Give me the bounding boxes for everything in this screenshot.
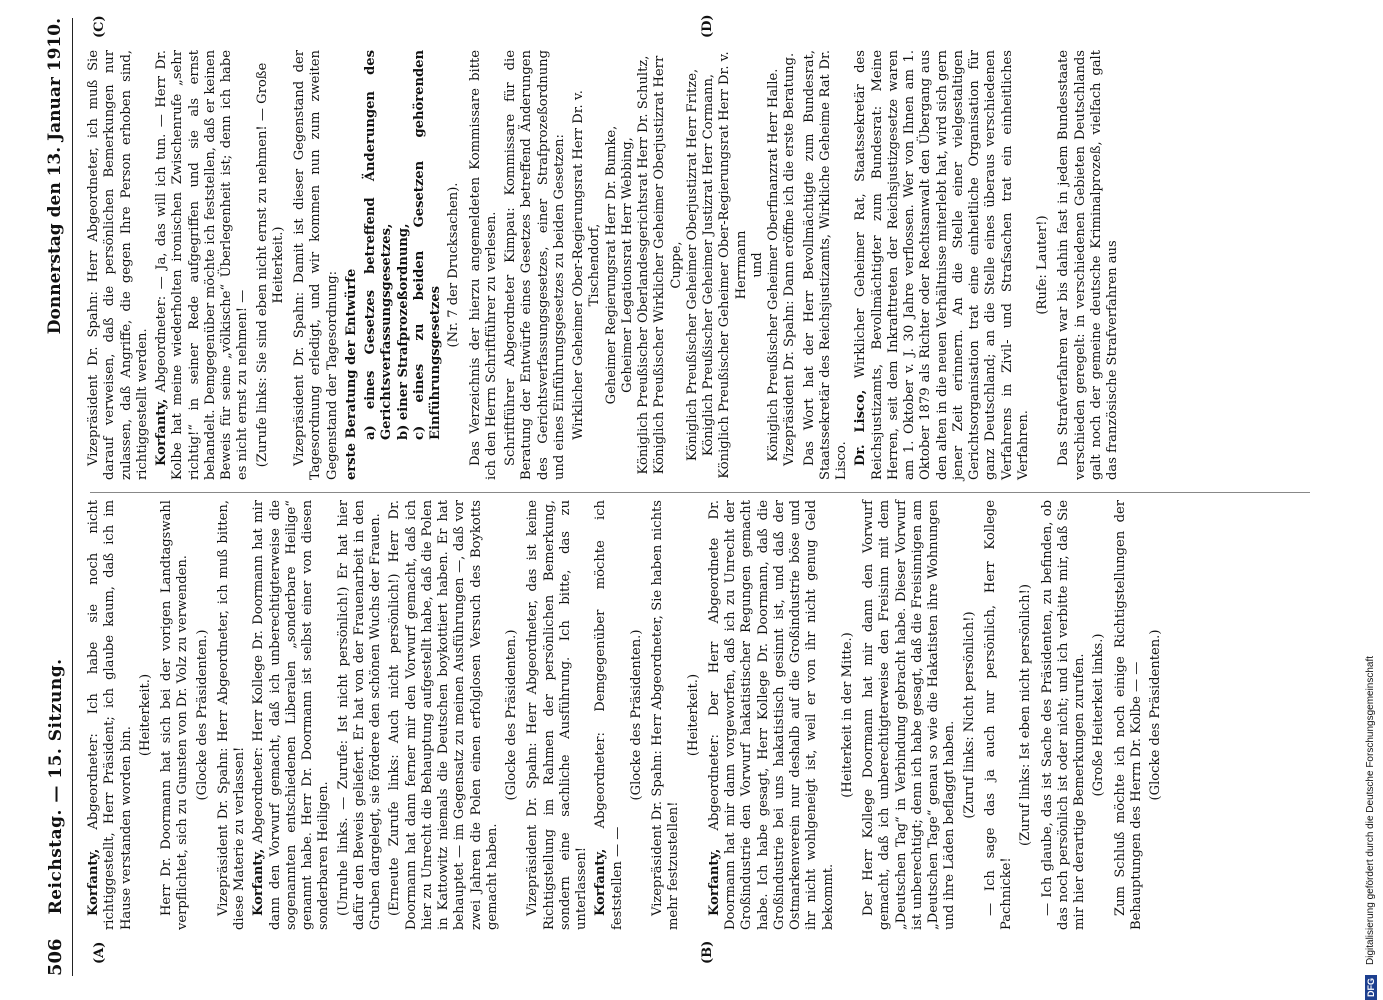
paragraph: Das Strafverfahren war bis dahin fast in jedem Bundesstaate verschieden geregelt: in verschiedenen Gebieten Deutschlands galt noch der gemeine deutsche Kriminalprozeß, vielfach galt das französische Strafverfahren aus bbox=[1056, 50, 1120, 480]
commissioner-entry: Geheimer Regierungsrat Herr Dr. Bumke, bbox=[603, 125, 619, 405]
paragraph bbox=[86, 500, 135, 930]
paragraph-text: Wirklicher Geheimer Rat, Staatssekretär des Reichsjustizamts, Bevollmächtigter zum Bundesrat: Meine Herren, seit dem Inkrafttreten der Reichsjustizgesetze waren am 1. Oktober v. J. 30 Jahre verflossen. Wer von Ihnen am 1. Oktober 1879 als Richter oder Rechtsanwalt den Übergang aus den alten in die neuen Verhältnisse miterlebt hat, wird sich gern jener Zeit erinnern. An die Stelle einer vielgestaltigen Gerichtsorganisation trat eine einheitliche Organisation für ganz Deutschland; an die Stelle eines überaus verschiedenen Verfahrens in Zivil- und Strafsachen trat ein einheitliches Verfahren. bbox=[853, 50, 1031, 480]
stage-direction: (Glocke des Präsidenten.) bbox=[194, 629, 210, 801]
paragraph bbox=[251, 500, 332, 930]
commissioner-conjunction: und bbox=[749, 252, 765, 278]
paragraph bbox=[593, 500, 626, 930]
paragraph-text: Abgeordneter: — Ja, das will ich tun. — Herr Dr. Kolbe hat meine wiederholten ironischen Zwischenrufe „sehr richtig!“ in seiner Rede aufgegriffen und sie als ernst behandelt. Demgegenüber möchte ich feststellen, daß er keinen Beweis für seine „völkische“ Überlegenheit ist; denn ich habe es nicht ernst zu nehmen! — bbox=[154, 50, 251, 480]
header-date: Donnerstag den 13. Januar 1910. bbox=[45, 18, 65, 335]
agenda-note: (Nr. 7 der Drucksachen). bbox=[446, 182, 462, 348]
speaker-name: Dr. Lisco, bbox=[853, 389, 869, 466]
stage-direction: (Zurufe links: Sie sind eben nicht ernst zu nehmen! — Große Heiterkeit.) bbox=[254, 62, 286, 468]
stage-direction: (Heiterkeit in der Mitte.) bbox=[839, 632, 855, 798]
paragraph-text: Abgeordneter: Ich habe sie noch nicht richtiggestellt, Herr Präsident; ich glaube kaum, daß ich im Hause verstanden worden bin. bbox=[86, 500, 134, 930]
commissioner-entry: Wirklicher Geheimer Ober-Regierungsrat Herr Dr. v. Tischendorf, bbox=[571, 90, 603, 440]
commissioner-entry: Königlich Preußischer Geheimer Ober-Regierungsrat Herr Dr. v. Herrmann bbox=[717, 51, 749, 479]
margin-marker-a: (A) bbox=[92, 941, 107, 964]
stage-direction: (Heiterkeit.) bbox=[685, 673, 701, 757]
paragraph bbox=[853, 50, 1032, 480]
paragraph-text: Abgeordneter: Der Herr Abgeordnete Dr. Doormann hat mir dann vorgeworfen, daß ich zu Unrecht der Großindustrie den Vorwurf hakatistischer Regungen gemacht habe. Ich habe gesagt, Herr Kollege Dr. Doormann, daß die Großindustrie bei uns hakatistisch gesinnt ist, und daß der Ostmarkenverein nur deshalb auf die Großindustrie böse und ihr nicht wohlgeneigt ist, weil er von ihr nicht genug Geld bekommt. bbox=[706, 500, 836, 930]
commissioner-entry: Königlich Preußischer Wirklicher Geheimer Oberjustizrat Herr Cuppe, bbox=[652, 55, 684, 475]
paragraph: Der Herr Kollege Doormann hat mir dann den Vorwurf gemacht, daß ich unberechtigterweise den Freisinn mit dem „Deutschen Tag“ in Verbindung gebracht habe. Dieser Vorwurf ist unberechtigt; denn ich habe gesagt, daß die Freisinnigen am „Deutschen Tage“ genau so wie die Hakatisten ihre Wohnungen und ihre Läden beflaggt haben. bbox=[861, 500, 958, 930]
page-header bbox=[38, 18, 73, 976]
paragraph: Schriftführer Abgeordneter Kimpau: Kommissare für die Beratung der Entwürfe eines Gesetzes betreffend Änderungen des Gerichtsverfassungsgesetzes, einer Strafprozeßordnung und eines Einführungsgesetzes zu beiden Gesetzen: bbox=[503, 50, 567, 480]
speaker-name: Korfanty, bbox=[593, 848, 609, 916]
stage-direction: (Heiterkeit.) bbox=[137, 673, 153, 757]
paragraph: Vizepräsident Dr. Spahn: Dann eröffne ich die erste Beratung. bbox=[782, 52, 798, 466]
margin-marker-d: (D) bbox=[700, 14, 715, 38]
commissioner-entry: Geheimer Legationsrat Herr Webbing, bbox=[619, 137, 635, 393]
paragraph: — Ich sage das ja auch nur persönlich, Herr Kollege Pachnicke! bbox=[982, 500, 1014, 930]
stage-direction: (Glocke des Präsidenten.) bbox=[1148, 629, 1163, 801]
paragraph: Vizepräsident Dr. Spahn: Herr Abgeordneter, Sie haben nichts mehr festzustellen! bbox=[650, 500, 682, 930]
column-divider bbox=[90, 492, 1310, 493]
speaker-name: Korfanty, bbox=[251, 848, 267, 916]
agenda-item-a: a) eines Gesetzes betreffend Änderungen des Gerichtsverfassungsgesetzes, bbox=[363, 50, 395, 440]
agenda-item-c: c) eines zu beiden Gesetzen gehörenden Einführungsgesetzes bbox=[411, 50, 443, 440]
stage-direction: (Glocke des Präsidenten.) bbox=[628, 629, 644, 801]
paragraph bbox=[707, 500, 837, 930]
paragraph: Zum Schluß möchte ich noch einige Richtigstellungen der Behauptungen des Herrn Dr. Kolbe — — bbox=[1112, 500, 1144, 930]
commissioner-entry: Königlich Preußischer Oberlandesgerichtsrat Herr Dr. Schultz, bbox=[636, 55, 651, 475]
dfg-logo: DFG bbox=[1365, 975, 1377, 1000]
header-title: Reichstag. — 15. Sitzung. bbox=[45, 658, 66, 915]
digitization-credit bbox=[1358, 0, 1383, 1000]
speaker-name: Korfanty, bbox=[706, 848, 722, 916]
stage-direction: (Zuruf links: Ist eben nicht persönlich!) bbox=[1018, 584, 1034, 846]
stage-direction: (Glocke des Präsidenten.) bbox=[504, 629, 519, 801]
paragraph-text: Abgeordneter: Herr Kollege Dr. Doormann hat mir dann den Vorwurf gemacht, daß ich unberechtigterweise die sogenannten entschiedenen Liberalen „sonderbare Heilige“ genannt habe. Herr Dr. Doormann ist selbst einer von diesen sonderbaren Heiligen. bbox=[251, 500, 332, 930]
left-column bbox=[86, 500, 1316, 930]
credit-text: Digitalisierung gefördert durch die Deutsche Forschungsgemeinschaft bbox=[1365, 655, 1376, 965]
agenda-heading: erste Beratung der Entwürfe bbox=[343, 268, 359, 480]
commissioner-entry: Königlich Preußischer Geheimer Oberjustizrat Herr Fritze, bbox=[684, 68, 700, 462]
agenda-item-b: b) einer Strafprozeßordnung, bbox=[395, 223, 411, 440]
commissioner-entry: Königlich Preußischer Geheimer Justizrat Herr Cormann, bbox=[701, 73, 716, 457]
speaker-name: Korfanty, bbox=[86, 848, 101, 916]
stage-direction: (Rufe: Lauter!) bbox=[1035, 215, 1050, 315]
paragraph: Das Wort hat der Herr Bevollmächtigte zum Bundesrat, Staatssekretär des Reichsjustizamts, Wirkliche Geheime Rat Dr. Lisco. bbox=[801, 50, 849, 480]
paragraph-text: Abgeordneter: Demgegenüber möchte ich feststellen — — bbox=[593, 500, 625, 930]
paragraph: Vizepräsident Dr. Spahn: Herr Abgeordneter, ich muß Sie darauf verweisen, daß die persönlichen Bemerkungen nur zulassen, daß Angriffe, die gegen Ihre Person erhoben sind, richtiggestellt werden. bbox=[86, 50, 150, 480]
paragraph: (Unruhe links. — Zurufe: Ist nicht persönlich!) Er hat hier dafür den Beweis geliefert. Er hat von der Frauenarbeit in den Gruben dargelegt, sie fördere den schönen Wuchs der Frauen. bbox=[335, 500, 383, 930]
stage-direction: (Zuruf links: Nicht persönlich!) bbox=[961, 611, 977, 819]
right-column bbox=[86, 50, 1316, 480]
paragraph: Vizepräsident Dr. Spahn: Damit ist dieser Gegenstand der Tagesordnung erledigt, und wir kommen nun zum zweiten Gegenstand der Tagesordnung: bbox=[292, 50, 340, 480]
paragraph: Das Verzeichnis der hierzu angemeldeten Kommissare bitte ich den Herrn Schriftführer zu verlesen. bbox=[467, 50, 499, 480]
speaker-name: Korfanty, bbox=[154, 398, 169, 466]
paragraph bbox=[154, 50, 252, 480]
paragraph: — Ich glaube, das ist Sache des Präsidenten, zu befinden, ob das noch persönlich ist oder nicht; und ich verbitte mir, daß Sie mir hier derartige Bemerkungen zurufen. bbox=[1039, 500, 1087, 930]
page-number: 506 bbox=[44, 938, 66, 976]
paragraph: Vizepräsident Dr. Spahn: Herr Abgeordneter, das ist keine Richtigstellung im Rahmen der persönlichen Bemerkung, sondern eine sachliche Ausführung. Ich bitte, das zu unterlassen! bbox=[525, 500, 589, 930]
margin-marker-c: (C) bbox=[92, 15, 107, 38]
paragraph: Vizepräsident Dr. Spahn: Herr Abgeordneter, ich muß bitten, diese Materie zu verlassen! bbox=[215, 500, 247, 930]
paragraph: (Erneute Zurufe links: Auch nicht persönlich!) Herr Dr. Doormann hat dann ferner mir den Vorwurf gemacht, daß ich hier zu Unrecht die Behauptung aufgestellt habe, daß die Polen in Kattowitz niemals die Deutschen boykottiert haben. Er hat behauptet — im Gegensatz zu meinen Ausführungen —, daß vor zwei Jahren die Polen einen erfolglosen Versuch des Boykotts gemacht haben. bbox=[387, 500, 500, 930]
margin-marker-b: (B) bbox=[700, 940, 715, 964]
commissioner-entry: Königlich Preußischer Geheimer Oberfinanzrat Herr Halle. bbox=[766, 68, 781, 462]
stage-direction: (Große Heiterkeit links.) bbox=[1091, 633, 1107, 797]
paragraph: Herr Dr. Doormann hat sich bei der vorigen Landtagswahl verpflichtet, sich zu Gunsten von Dr. Volz zu verwenden. bbox=[159, 500, 191, 930]
